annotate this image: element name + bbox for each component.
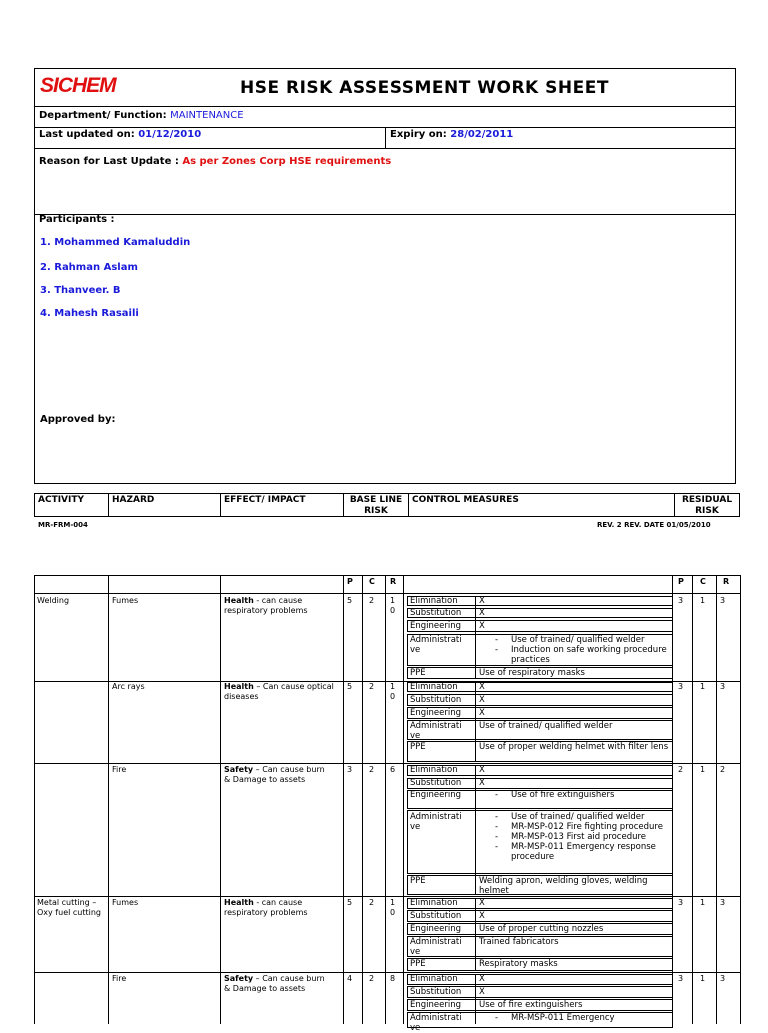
col-activity: ACTIVITY [38, 495, 85, 505]
value-elimination: X [479, 765, 485, 775]
label-administrative: Administrati ve [410, 635, 462, 655]
value-engineering: Use of proper cutting nozzles [479, 924, 604, 934]
row-effect: Safety – Can cause burn & Damage to assets [224, 974, 325, 993]
label-substitution: Substitution [410, 911, 462, 921]
row-residual-r: 3 [720, 596, 726, 605]
value-elimination: X [479, 596, 485, 606]
row-residual-r: 3 [720, 898, 726, 907]
row-residual-r: 3 [720, 974, 726, 983]
value-elimination: X [479, 682, 485, 692]
row-p: 5 [347, 898, 353, 907]
header-c: C [369, 577, 375, 586]
row-c: 2 [369, 765, 375, 774]
row-r: 1 0 [390, 596, 396, 615]
value-substitution: X [479, 778, 485, 788]
label-elimination: Elimination [410, 682, 458, 692]
row-residual-c: 1 [700, 596, 706, 605]
value-substitution: X [479, 608, 485, 618]
value-administrative: - Use of trained/ qualified welder - Induction on safe working procedure practices [479, 635, 669, 665]
label-ppe: PPE [410, 959, 426, 969]
row-r: 8 [390, 974, 396, 983]
department-value: MAINTENANCE [170, 110, 244, 121]
row-effect: Health - can cause respiratory problems [224, 898, 308, 917]
col-effect: EFFECT/ IMPACT [224, 495, 306, 505]
row-activity: Welding [37, 596, 70, 605]
revision-info: REV. 2 REV. DATE 01/05/2010 [597, 521, 711, 529]
label-administrative: Administrati ve [410, 937, 462, 957]
form-number: MR-FRM-004 [38, 521, 88, 529]
row-residual-r: 3 [720, 682, 726, 691]
row-activity: Metal cutting – Oxy fuel cutting [37, 898, 101, 917]
header-residual-p: P [678, 577, 684, 586]
header-residual-r: R [723, 577, 730, 586]
label-substitution: Substitution [410, 778, 462, 788]
row-hazard: Fire [112, 974, 127, 983]
row-residual-c: 1 [700, 974, 706, 983]
expiry-value: 28/02/2011 [450, 129, 514, 140]
row-residual-p: 3 [678, 898, 684, 907]
label-substitution: Substitution [410, 987, 462, 997]
row-residual-p: 2 [678, 765, 684, 774]
row-p: 4 [347, 974, 353, 983]
col-control-measures: CONTROL MEASURES [412, 495, 519, 505]
value-engineering: - Use of fire extinguishers [479, 790, 669, 800]
row-hazard: Fire [112, 765, 127, 774]
row-r: 1 0 [390, 898, 396, 917]
row-residual-c: 1 [700, 682, 706, 691]
value-engineering: X [479, 708, 485, 718]
label-administrative: Administrati ve [410, 1013, 462, 1033]
row-residual-c: 1 [700, 898, 706, 907]
label-elimination: Elimination [410, 765, 458, 775]
row-effect: Health – Can cause optical diseases [224, 682, 334, 701]
last-updated-row [39, 129, 201, 140]
value-engineering: Use of fire extinguishers [479, 1000, 583, 1010]
approved-by-label: Approved by: [40, 414, 116, 425]
label-elimination: Elimination [410, 898, 458, 908]
label-administrative: Administrati ve [410, 812, 462, 832]
value-ppe: Use of proper welding helmet with filter lens [479, 742, 669, 752]
expiry-row [390, 129, 513, 140]
value-ppe: Welding apron, welding gloves, welding helmet [479, 876, 648, 896]
row-r: 6 [390, 765, 396, 774]
value-administrative: - Use of trained/ qualified welder - MR-MSP-012 Fire fighting procedure - MR-MSP-013 First aid procedure - MR-MSP-011 Emergency response procedure [479, 812, 669, 862]
label-engineering: Engineering [410, 708, 461, 718]
label-engineering: Engineering [410, 621, 461, 631]
participant-4: 4. Mahesh Rasaili [40, 308, 139, 319]
participant-3: 3. Thanveer. B [40, 285, 121, 296]
participant-1: 1. Mohammed Kamaluddin [40, 237, 191, 248]
last-updated-label: Last updated on: [39, 129, 135, 140]
label-engineering: Engineering [410, 1000, 461, 1010]
value-ppe: Use of respiratory masks [479, 668, 585, 678]
row-c: 2 [369, 898, 375, 907]
label-substitution: Substitution [410, 608, 462, 618]
header-residual-c: C [700, 577, 706, 586]
row-hazard: Arc rays [112, 682, 145, 691]
expiry-label: Expiry on: [390, 129, 447, 140]
value-administrative: - MR-MSP-011 Emergency [479, 1013, 669, 1023]
row-c: 2 [369, 682, 375, 691]
reason-value: As per Zones Corp HSE requirements [182, 156, 392, 167]
last-updated-value: 01/12/2010 [138, 129, 202, 140]
value-substitution: X [479, 911, 485, 921]
col-residual-risk: RESIDUAL RISK [681, 495, 733, 516]
row-hazard: Fumes [112, 596, 139, 605]
label-administrative: Administrati ve [410, 721, 462, 741]
label-substitution: Substitution [410, 695, 462, 705]
value-substitution: X [479, 695, 485, 705]
row-residual-c: 1 [700, 765, 706, 774]
row-residual-p: 3 [678, 974, 684, 983]
row-effect: Safety – Can cause burn & Damage to assets [224, 765, 325, 784]
header-r: R [390, 577, 397, 586]
value-administrative: Use of trained/ qualified welder [479, 721, 613, 731]
label-ppe: PPE [410, 876, 426, 886]
row-p: 5 [347, 596, 353, 605]
row-p: 3 [347, 765, 353, 774]
value-elimination: X [479, 974, 485, 984]
value-substitution: X [479, 987, 485, 997]
row-effect: Health - can cause respiratory problems [224, 596, 308, 615]
label-ppe: PPE [410, 668, 426, 678]
row-residual-p: 3 [678, 596, 684, 605]
value-administrative: Trained fabricators [479, 937, 559, 947]
row-c: 2 [369, 596, 375, 605]
sichem-logo: SICHEM [40, 74, 116, 97]
col-hazard: HAZARD [112, 495, 155, 505]
row-r: 1 0 [390, 682, 396, 701]
row-residual-r: 2 [720, 765, 726, 774]
label-elimination: Elimination [410, 596, 458, 606]
value-engineering: X [479, 621, 485, 631]
participants-label: Participants : [39, 214, 115, 225]
participant-2: 2. Rahman Aslam [40, 262, 138, 273]
reason-label: Reason for Last Update : [39, 156, 179, 167]
department-label: Department/ Function: [39, 110, 167, 121]
reason-row [39, 156, 391, 167]
label-engineering: Engineering [410, 790, 461, 800]
row-residual-p: 3 [678, 682, 684, 691]
department-row [39, 110, 244, 121]
header-p: P [347, 577, 353, 586]
col-base-line-risk: BASE LINE RISK [349, 495, 403, 516]
row-hazard: Fumes [112, 898, 139, 907]
row-c: 2 [369, 974, 375, 983]
value-ppe: Respiratory masks [479, 959, 558, 969]
label-engineering: Engineering [410, 924, 461, 934]
label-ppe: PPE [410, 742, 426, 752]
value-elimination: X [479, 898, 485, 908]
label-elimination: Elimination [410, 974, 458, 984]
page-title: HSE RISK ASSESSMENT WORK SHEET [240, 78, 609, 98]
row-p: 5 [347, 682, 353, 691]
